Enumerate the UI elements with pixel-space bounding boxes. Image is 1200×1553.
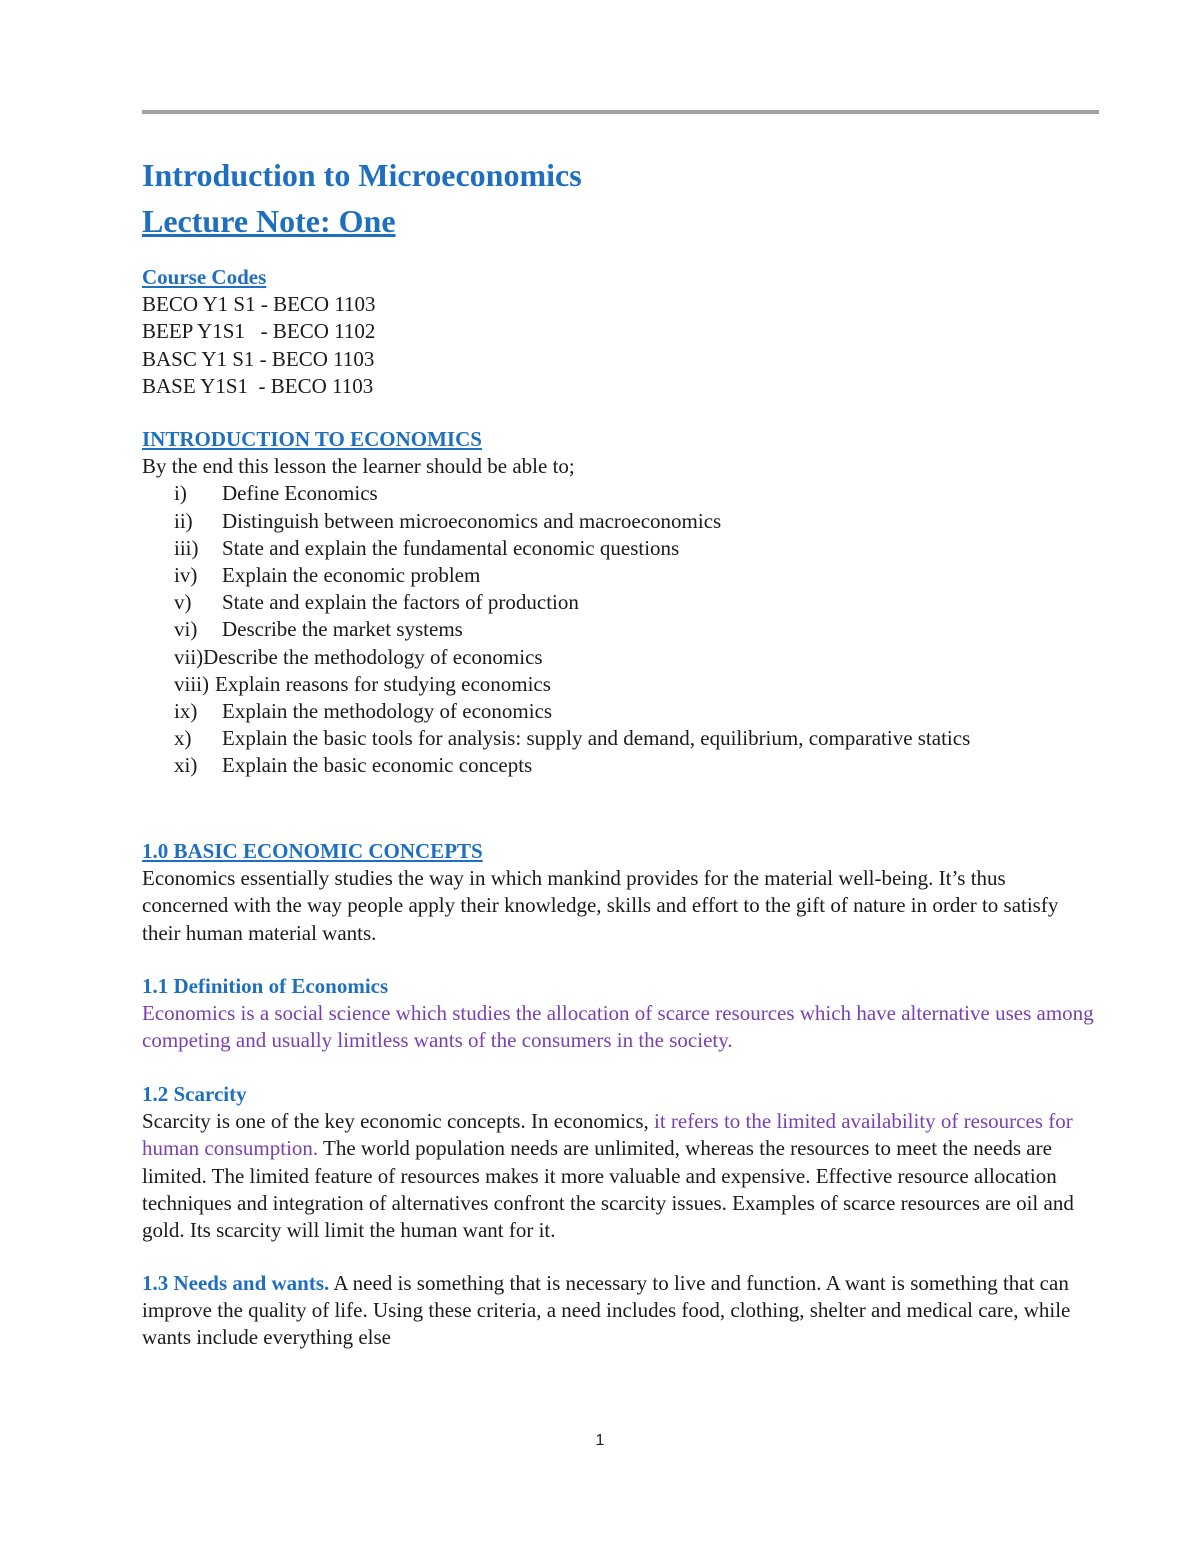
objective-num: iv) xyxy=(174,563,198,588)
objective-item xyxy=(142,752,970,779)
title-line-1: Introduction to Microeconomics xyxy=(142,157,582,193)
section-1-0-heading: 1.0 BASIC ECONOMIC CONCEPTS xyxy=(142,839,483,863)
section-1-1-heading: 1.1 Definition of Economics xyxy=(142,974,389,998)
objective-text: Explain the methodology of economics xyxy=(222,699,553,724)
objective-item xyxy=(142,644,970,671)
objective-text: Describe the market systems xyxy=(222,617,463,642)
section-1-2 xyxy=(142,1081,1102,1244)
course-code-line: BASC Y1 S1 - BECO 1103 xyxy=(142,346,375,371)
section-1-2-paragraph xyxy=(142,1108,1102,1244)
objective-num: vii) xyxy=(174,644,204,669)
objective-text: Distinguish between microeconomics and macroeconomics xyxy=(222,508,722,533)
objective-item xyxy=(142,508,970,535)
objective-item xyxy=(142,671,970,698)
course-code-line: BEEP Y1S1 - BECO 1102 xyxy=(142,319,376,344)
section-1-1 xyxy=(142,973,1097,1055)
section-1-3-heading: 1.3 Needs and wants. xyxy=(142,1271,330,1295)
intro-heading: INTRODUCTION TO ECONOMICS xyxy=(142,427,482,451)
course-codes-section xyxy=(142,264,376,400)
objective-num: viii) xyxy=(174,671,209,696)
section-1-2-heading: 1.2 Scarcity xyxy=(142,1082,247,1106)
objective-item xyxy=(142,589,970,616)
course-code-line: BECO Y1 S1 - BECO 1103 xyxy=(142,292,376,317)
course-codes-heading: Course Codes xyxy=(142,265,267,289)
scarcity-highlight: it refers to the limited availability of resources for human consumption. xyxy=(142,1109,1073,1161)
objective-num: v) xyxy=(174,590,192,615)
objective-num: ix) xyxy=(174,699,198,724)
objective-num: x) xyxy=(174,726,192,751)
objective-text: Explain the basic tools for analysis: supply and demand, equilibrium, comparative statics xyxy=(222,726,971,751)
objective-text: Explain reasons for studying economics xyxy=(215,671,551,696)
objective-text: State and explain the fundamental economic questions xyxy=(222,535,680,560)
objective-text: Define Economics xyxy=(222,481,378,506)
course-code-line: BASE Y1S1 - BECO 1103 xyxy=(142,373,374,398)
objective-num: i) xyxy=(174,481,187,506)
objective-num: ii) xyxy=(174,508,193,533)
title-line-2: Lecture Note: One xyxy=(142,203,396,239)
scarcity-text-b: The world population needs are unlimited, whereas the resources to meet the needs are limited. The limited feature of resources makes it more valuable and expensive. Effective resource allocation techniques and integration of alternatives confront the scarcity issues. Examples of scarce resources are oil and gold. Its scarcity will limit the human want for it. xyxy=(142,1136,1074,1243)
objective-item xyxy=(142,698,970,725)
section-1-3-paragraph xyxy=(142,1270,1082,1352)
objective-item xyxy=(142,616,970,643)
objective-item xyxy=(142,480,970,507)
objectives-list xyxy=(142,480,970,779)
intro-lead: By the end this lesson the learner should be able to; xyxy=(142,454,575,479)
section-1-0 xyxy=(142,838,1082,947)
section-1-0-text: Economics essentially studies the way in which mankind provides for the material well-being. It’s thus concerned with the way people apply their knowledge, skills and effort to the gift of nature in order to satisfy their human material wants. xyxy=(142,866,1059,945)
page-number: 1 xyxy=(595,1432,605,1449)
top-rule xyxy=(142,110,1099,114)
document-title xyxy=(142,152,582,244)
objective-text: Explain the basic economic concepts xyxy=(222,753,533,778)
objective-item xyxy=(142,535,970,562)
objective-item xyxy=(142,725,970,752)
intro-section xyxy=(142,426,970,780)
section-1-3 xyxy=(142,1270,1082,1352)
objective-text: Describe the methodology of economics xyxy=(203,644,543,669)
section-1-3-text: A need is something that is necessary to live and function. A want is something that can improve the quality of life. Using these criteria, a need includes food, clothing, shelter and medical care, while wants include everything else xyxy=(142,1271,1071,1350)
objective-text: Explain the economic problem xyxy=(222,563,481,588)
objective-num: vi) xyxy=(174,617,198,642)
objective-num: xi) xyxy=(174,753,198,778)
objective-item xyxy=(142,562,970,589)
scarcity-text-a: Scarcity is one of the key economic concepts. In economics, xyxy=(142,1109,654,1134)
objective-num: iii) xyxy=(174,535,199,560)
objective-text: State and explain the factors of production xyxy=(222,590,579,615)
definition-text: Economics is a social science which studies the allocation of scarce resources which have alternative uses among competing and usually limitless wants of the consumers in the society. xyxy=(142,1001,1094,1053)
